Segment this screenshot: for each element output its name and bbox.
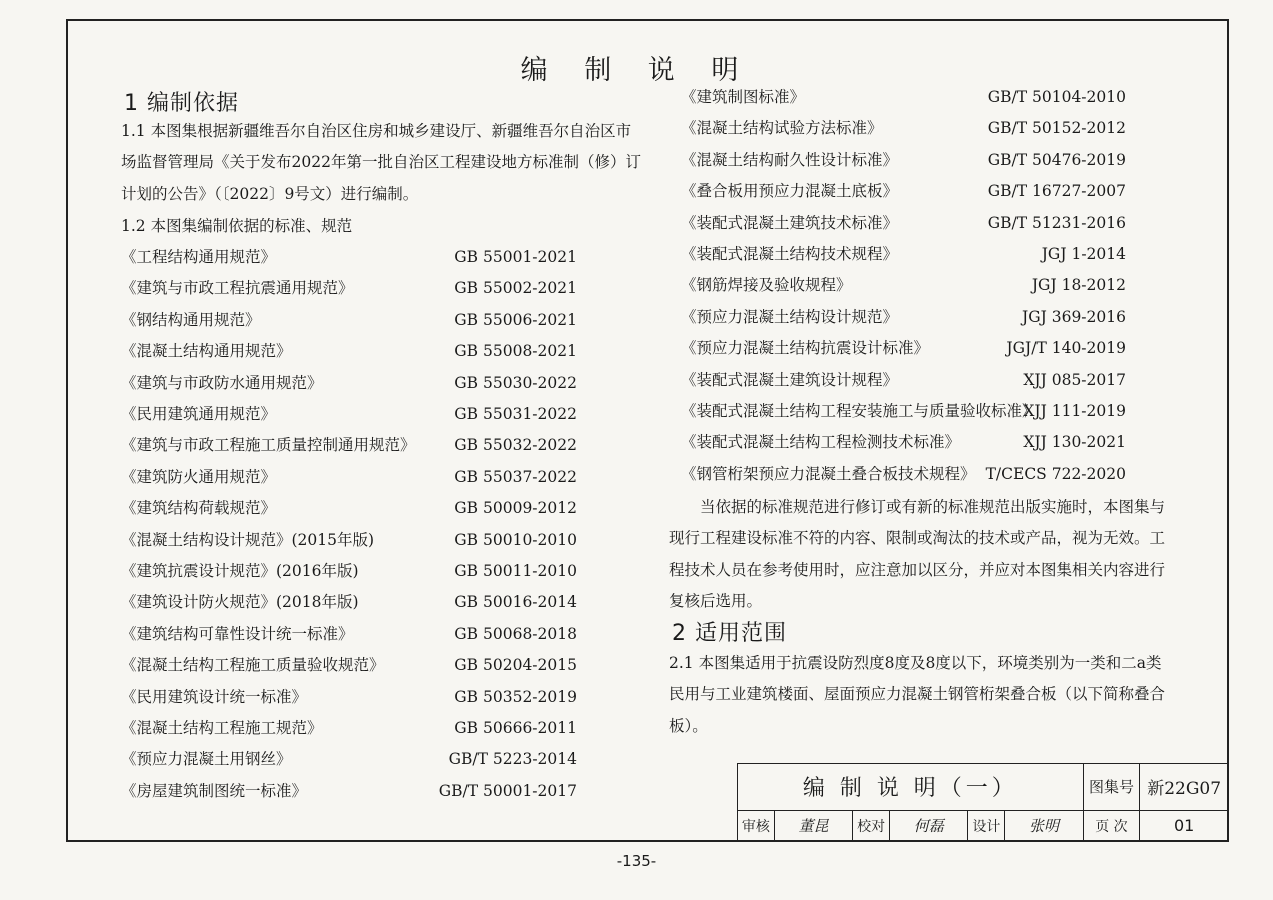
standard-name: 《工程结构通用规范》 xyxy=(121,248,277,266)
standard-name: 《预应力混凝土结构设计规范》 xyxy=(681,307,899,326)
standard-code: GB 55032-2022 xyxy=(454,436,577,455)
standard-row xyxy=(121,744,577,775)
paragraph-1-2: 1.2 本图集编制依据的标准、规范 xyxy=(121,217,353,235)
standard-row xyxy=(121,650,577,681)
section-1-heading: 1 编制依据 xyxy=(124,91,239,116)
standard-name: 《建筑结构荷载规范》 xyxy=(121,499,277,518)
design-signature: 张明 xyxy=(1005,810,1083,841)
standard-code: GB 55037-2022 xyxy=(454,467,577,486)
title-block xyxy=(737,763,1229,842)
standard-name: 《建筑与市政防水通用规范》 xyxy=(121,373,323,392)
standard-code: JGJ 369-2016 xyxy=(1021,307,1126,326)
standard-code: GB 50068-2018 xyxy=(454,624,577,643)
paragraph-2-1: 2.1 本图集适用于抗震设防烈度8度及8度以下，环境类别为一类和二a类民用与工业建筑楼面、屋面预应力混凝土钢管桁架叠合板（以下简称叠合板）。 xyxy=(669,654,1166,735)
note-paragraph: 当依据的标准规范进行修订或有新的标准规范出版实施时，本图集与现行工程建设标准不符的内容、限制或淘汰的技术或产品，视为无效。工程技术人员在参考使用时，应注意加以区分，并应对本图集相关内容进行复核后选用。 xyxy=(669,498,1166,611)
review-signature: 董昆 xyxy=(774,810,852,841)
page-value: 01 xyxy=(1140,810,1229,841)
standard-name: 《钢结构通用规范》 xyxy=(121,310,261,329)
standard-row xyxy=(681,82,1126,113)
standard-row xyxy=(681,427,1126,458)
standard-row xyxy=(121,430,577,461)
standard-code: GB/T 50476-2019 xyxy=(987,150,1126,169)
standard-name: 《民用建筑通用规范》 xyxy=(121,405,277,423)
standard-name: 《混凝土结构工程施工质量验收规范》 xyxy=(121,656,385,675)
standard-code: GB 50204-2015 xyxy=(454,656,577,675)
page-label: 页 次 xyxy=(1083,810,1140,841)
standard-row xyxy=(681,365,1126,396)
standard-name: 《混凝土结构通用规范》 xyxy=(121,342,292,361)
standard-name: 《建筑制图标准》 xyxy=(681,88,806,106)
standard-row xyxy=(121,682,577,713)
standard-code: T/CECS 722-2020 xyxy=(985,464,1126,483)
standard-code: GB 50010-2010 xyxy=(454,530,577,549)
standard-row xyxy=(681,145,1126,176)
standard-name: 《混凝土结构设计规范》(2015年版) xyxy=(121,530,375,549)
standard-name: 《预应力混凝土结构抗震设计标准》 xyxy=(681,339,930,358)
standard-code: GB/T 51231-2016 xyxy=(987,213,1126,232)
standard-row xyxy=(121,336,577,367)
standard-code: GB 55001-2021 xyxy=(454,248,577,266)
standard-row xyxy=(681,176,1126,207)
atlas-no-value: 新22G07 xyxy=(1140,764,1229,811)
standard-row xyxy=(121,273,577,304)
standard-code: GB 50666-2011 xyxy=(454,719,577,737)
standard-name: 《混凝土结构耐久性设计标准》 xyxy=(681,150,899,169)
standard-code: GB 50011-2010 xyxy=(454,562,577,580)
standard-code: GB/T 50104-2010 xyxy=(987,88,1126,106)
standard-row xyxy=(121,556,577,587)
standard-name: 《房屋建筑制图统一标准》 xyxy=(121,781,308,800)
standard-code: GB 55002-2021 xyxy=(454,279,577,298)
standard-name: 《建筑防火通用规范》 xyxy=(121,467,277,486)
standard-code: GB 50016-2014 xyxy=(454,593,577,612)
standard-code: GB 55031-2022 xyxy=(454,405,577,423)
standard-row xyxy=(681,396,1126,427)
standard-name: 《装配式混凝土建筑技术标准》 xyxy=(681,213,899,232)
standard-row xyxy=(121,525,577,556)
standard-name: 《叠合板用预应力混凝土底板》 xyxy=(681,182,899,201)
standard-row xyxy=(121,587,577,618)
standard-code: JGJ 18-2012 xyxy=(1031,276,1126,295)
standard-name: 《混凝土结构试验方法标准》 xyxy=(681,119,883,138)
paragraph-1-1: 1.1 本图集根据新疆维吾尔自治区住房和城乡建设厅、新疆维吾尔自治区市场监督管理局《关于发布2022年第一批自治区工程建设地方标准制（修）订计划的公告》（〔2022〕9号文）进行编制。 xyxy=(121,122,641,203)
standard-name: 《建筑设计防火规范》(2018年版) xyxy=(121,593,359,612)
standard-name: 《民用建筑设计统一标准》 xyxy=(121,687,308,706)
standard-code: GB 55008-2021 xyxy=(454,342,577,361)
check-signature: 何磊 xyxy=(890,810,968,841)
standard-name: 《装配式混凝土结构技术规程》 xyxy=(681,245,899,263)
standard-name: 《钢筋焊接及验收规程》 xyxy=(681,276,852,295)
standard-row xyxy=(681,270,1126,301)
standard-name: 《预应力混凝土用钢丝》 xyxy=(121,750,292,769)
standard-name: 《混凝土结构工程施工规范》 xyxy=(121,719,323,737)
review-label: 审核 xyxy=(738,810,775,841)
standard-name: 《建筑抗震设计规范》(2016年版) xyxy=(121,562,359,580)
standard-row xyxy=(121,399,577,430)
standard-name: 《建筑结构可靠性设计统一标准》 xyxy=(121,624,354,643)
standard-row xyxy=(121,713,577,744)
page-title: 编 制 说 明 xyxy=(520,55,753,86)
standard-name: 《钢管桁架预应力混凝土叠合板技术规程》 xyxy=(681,464,976,483)
standard-row xyxy=(681,459,1126,490)
standard-code: GB 55006-2021 xyxy=(454,310,577,329)
standard-row xyxy=(121,493,577,524)
atlas-no-label: 图集号 xyxy=(1083,764,1140,811)
standard-row xyxy=(121,305,577,336)
standard-name: 《建筑与市政工程施工质量控制通用规范》 xyxy=(121,436,416,455)
standard-code: GB 50352-2019 xyxy=(454,687,577,706)
standard-row xyxy=(121,368,577,399)
standard-row xyxy=(681,239,1126,270)
standard-row xyxy=(121,242,577,273)
section-2-heading: 2 适用范围 xyxy=(672,621,787,646)
standard-code: GB/T 50001-2017 xyxy=(438,781,577,800)
page-number: -135- xyxy=(616,852,657,870)
standard-row xyxy=(121,462,577,493)
check-label: 校对 xyxy=(853,810,890,841)
standard-row xyxy=(681,333,1126,364)
standard-row xyxy=(681,302,1126,333)
standard-name: 《装配式混凝土结构工程安装施工与质量验收标准》 xyxy=(681,402,1038,420)
design-label: 设计 xyxy=(968,810,1005,841)
standard-code: GB/T 50152-2012 xyxy=(987,119,1126,138)
standard-code: GB/T 5223-2014 xyxy=(448,750,577,769)
standard-row xyxy=(121,619,577,650)
standard-code: XJJ 130-2021 xyxy=(1023,433,1126,452)
standard-name: 《装配式混凝土结构工程检测技术标准》 xyxy=(681,433,961,452)
sheet-title: 编 制 说 明（一） xyxy=(738,764,1084,811)
standard-code: XJJ 111-2019 xyxy=(1023,402,1126,420)
standard-row xyxy=(681,113,1126,144)
standard-name: 《装配式混凝土建筑设计规程》 xyxy=(681,370,899,389)
standard-code: JGJ 1-2014 xyxy=(1041,245,1126,263)
standard-code: GB 55030-2022 xyxy=(454,373,577,392)
standard-code: GB/T 16727-2007 xyxy=(987,182,1126,201)
standard-code: GB 50009-2012 xyxy=(454,499,577,518)
standard-name: 《建筑与市政工程抗震通用规范》 xyxy=(121,279,354,298)
standard-code: XJJ 085-2017 xyxy=(1023,370,1126,389)
standard-code: JGJ/T 140-2019 xyxy=(1006,339,1126,358)
standard-row xyxy=(121,776,577,807)
standard-row xyxy=(681,208,1126,239)
